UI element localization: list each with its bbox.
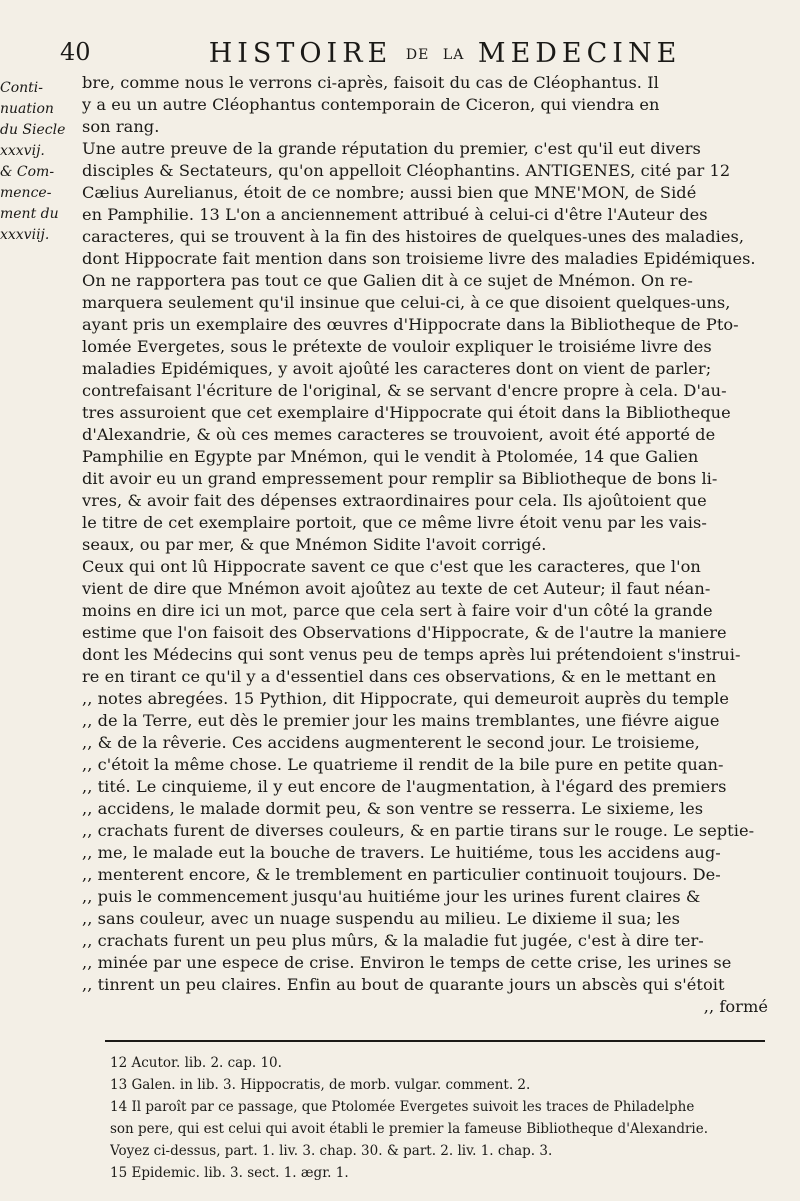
- body-line: ,, minée par une espece de crise. Environ le temps de cette crise, les urines se: [82, 953, 732, 972]
- footnote: 15 Epidemic. lib. 3. sect. 1. ægr. 1.: [110, 1165, 349, 1181]
- body-line: ,, me, le malade eut la bouche de travers. Le huitiéme, tous les accidens aug-: [82, 843, 721, 862]
- footnote: 12 Acutor. lib. 2. cap. 10.: [110, 1055, 282, 1071]
- margin-note-line: du Siecle: [0, 122, 66, 138]
- footnotes: [110, 1052, 775, 1184]
- body-line: ,, menterent encore, & le tremblement en particulier continuoit toujours. De-: [82, 865, 721, 884]
- body-line: ,, c'étoit la même chose. Le quatrieme il rendit de la bile pure en petite quan-: [82, 755, 724, 774]
- body-line: dont Hippocrate fait mention dans son troisieme livre des maladies Epidémiques.: [82, 249, 756, 268]
- body-line: ,, accidens, le malade dormit peu, & son ventre se resserra. Le sixieme, les: [82, 799, 704, 818]
- body-line: dont les Médecins qui sont venus peu de temps après lui prétendoient s'instrui-: [82, 645, 741, 664]
- margin-note-line: & Com-: [0, 164, 55, 180]
- body-line: estime que l'on faisoit des Observations d'Hippocrate, & de l'autre la maniere: [82, 623, 727, 642]
- body-line: ,, formé: [703, 997, 768, 1016]
- body-line: Pamphilie en Egypte par Mnémon, qui le vendit à Ptolomée, 14 que Galien: [82, 447, 699, 466]
- body-text: [82, 72, 768, 1018]
- body-line: ,, crachats furent de diverses couleurs, & en partie tirans sur le rouge. Le septie-: [82, 821, 755, 840]
- body-line: re en tirant ce qu'il y a d'essentiel dans ces observations, & en le mettant en: [82, 667, 717, 686]
- footnote-rule: [105, 1040, 765, 1042]
- body-line: y a eu un autre Cléophantus contemporain de Ciceron, qui viendra en: [82, 95, 660, 114]
- body-line: maladies Epidémiques, y avoit ajoûté les caracteres dont on vient de parler;: [82, 359, 712, 378]
- body-line: Cælius Aurelianus, étoit de ce nombre; aussi bien que MNE'MON, de Sidé: [82, 183, 697, 202]
- margin-note-line: xxxviij.: [0, 227, 50, 243]
- body-line: caracteres, qui se trouvent à la fin des histoires de quelques-unes des maladies,: [82, 227, 745, 246]
- margin-note-line: xxxvij.: [0, 143, 45, 159]
- body-line: contrefaisant l'écriture de l'original, & se servant d'encre propre à cela. D'au-: [82, 381, 727, 400]
- footnote: 14 Il paroît par ce passage, que Ptolomée Evergetes suivoit les traces de Philadelphe: [110, 1099, 695, 1115]
- title-word-de: DE: [405, 47, 430, 63]
- body-line: ,, de la Terre, eut dès le premier jour les mains tremblantes, une fiévre aigue: [82, 711, 720, 730]
- body-line: vres, & avoir fait des dépenses extraordinaires pour cela. Ils ajoûtoient que: [82, 491, 707, 510]
- page-number: 40: [60, 38, 91, 66]
- body-line: marquera seulement qu'il insinue que celui-ci, à ce que disoient quelques-uns,: [82, 293, 731, 312]
- body-line: en Pamphilie. 13 L'on a anciennement attribué à celui-ci d'être l'Auteur des: [82, 205, 708, 224]
- footnote: 13 Galen. in lib. 3. Hippocratis, de morb. vulgar. comment. 2.: [110, 1077, 531, 1093]
- margin-note-line: Conti-: [0, 80, 43, 96]
- footnote: son pere, qui est celui qui avoit établi le premier la fameuse Bibliotheque d'Alexandrie.: [110, 1121, 709, 1137]
- body-line: son rang.: [82, 117, 160, 136]
- running-title: [150, 38, 740, 69]
- body-line: On ne rapportera pas tout ce que Galien dit à ce sujet de Mnémon. On re-: [82, 271, 693, 290]
- footnote: Voyez ci-dessus, part. 1. liv. 3. chap. 30. & part. 2. liv. 1. chap. 3.: [110, 1143, 553, 1159]
- title-word-histoire: HISTOIRE: [208, 38, 393, 69]
- body-line: ayant pris un exemplaire des œuvres d'Hippocrate dans la Bibliotheque de Pto-: [82, 315, 739, 334]
- body-line: ,, tinrent un peu claires. Enfin au bout de quarante jours un abscès qui s'étoit: [82, 975, 725, 994]
- body-line: bre, comme nous le verrons ci-après, faisoit du cas de Cléophantus. Il: [82, 73, 659, 92]
- body-line: moins en dire ici un mot, parce que cela sert à faire voir d'un côté la grande: [82, 601, 713, 620]
- body-line: Ceux qui ont lû Hippocrate savent ce que c'est que les caracteres, que l'on: [82, 557, 701, 576]
- body-line: vient de dire que Mnémon avoit ajoûtez au texte de cet Auteur; il faut néan-: [82, 579, 711, 598]
- body-line: le titre de cet exemplaire portoit, que ce même livre étoit venu par les vais-: [82, 513, 707, 532]
- title-word-la: LA: [442, 47, 465, 63]
- margin-note: [0, 78, 80, 246]
- body-line: ,, puis le commencement jusqu'au huitiéme jour les urines furent claires &: [82, 887, 701, 906]
- margin-note-line: nuation: [0, 101, 54, 117]
- body-line: ,, & de la rêverie. Ces accidens augmenterent le second jour. Le troisieme,: [82, 733, 700, 752]
- body-line: ,, sans couleur, avec un nuage suspendu au milieu. Le dixieme il sua; les: [82, 909, 681, 928]
- title-word-medecine: MEDECINE: [477, 38, 682, 69]
- margin-note-line: ment du: [0, 206, 59, 222]
- body-line: disciples & Sectateurs, qu'on appelloit Cléophantins. ANTIGENES, cité par 12: [82, 161, 731, 180]
- body-line: dit avoir eu un grand empressement pour remplir sa Bibliotheque de bons li-: [82, 469, 718, 488]
- body-line: ,, notes abregées. 15 Pythion, dit Hippocrate, qui demeuroit auprès du temple: [82, 689, 729, 708]
- body-line: d'Alexandrie, & où ces memes caracteres se trouvoient, avoit été apporté de: [82, 425, 716, 444]
- body-line: tres assuroient que cet exemplaire d'Hippocrate qui étoit dans la Bibliotheque: [82, 403, 731, 422]
- body-line: ,, tité. Le cinquieme, il y eut encore de l'augmentation, à l'égard des premiers: [82, 777, 727, 796]
- body-line: lomée Evergetes, sous le prétexte de vouloir expliquer le troisiéme livre des: [82, 337, 712, 356]
- body-line: Une autre preuve de la grande réputation du premier, c'est qu'il eut divers: [82, 139, 701, 158]
- margin-note-line: mence-: [0, 185, 52, 201]
- body-line: ,, crachats furent un peu plus mûrs, & la maladie fut jugée, c'est à dire ter-: [82, 931, 704, 950]
- body-line: seaux, ou par mer, & que Mnémon Sidite l'avoit corrigé.: [82, 535, 547, 554]
